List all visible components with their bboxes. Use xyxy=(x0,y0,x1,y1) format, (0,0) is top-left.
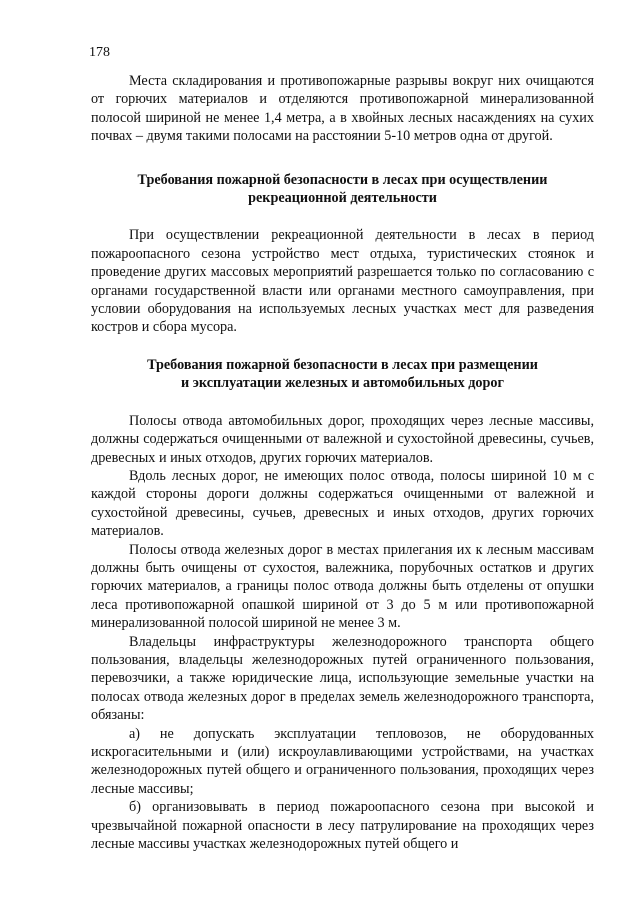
paragraph-railway-strips: Полосы отвода железных дорог в местах прилегания их к лесным массивам должны быть очищены от сухостоя, валежника, порубочных остатков и других горючих материалов, а границы полос отвода должны быть отделены от опушки леса противопожарной опашкой шириной от 3 до 5 м или противопожарной минерализованной полосой шириной не менее 3 м. xyxy=(91,541,594,632)
heading-recreational-activity xyxy=(91,171,594,208)
paragraph-recreation: При осуществлении рекреационной деятельности в лесах в период пожароопасного сезона устройство мест отдыха, туристических стоянок и проведение других массовых мероприятий разрешается только по согласованию с органами государственной власти или органами местного самоуправления, при условии оборудования на используемых лесных участках мест для разведения костров и сбора мусора. xyxy=(91,227,594,336)
heading-line: и эксплуатации железных и автомобильных дорог xyxy=(181,375,504,392)
page-content xyxy=(91,72,594,853)
heading-railways-roads xyxy=(91,356,594,393)
heading-line: Требования пожарной безопасности в лесах при размещении xyxy=(147,356,538,373)
paragraph-storage-places: Места складирования и противопожарные разрывы вокруг них очищаются от горючих материалов и отделяются противопожарной минерализованной полосой шириной не менее 1,4 метра, а в хвойных лесных насаждениях на сухих почвах – двумя такими полосами на расстоянии 5-10 метров одна от другой. xyxy=(91,73,594,145)
paragraph-item-b: б) организовывать в период пожароопасного сезона при высокой и чрезвычайной пожарной опасности в лесу патрулирование на проходящих через лесные массивы участках железнодорожных путей общего и xyxy=(91,799,594,853)
page-number: 178 xyxy=(89,45,110,60)
heading-line: рекреационной деятельности xyxy=(248,190,437,207)
heading-line: Требования пожарной безопасности в лесах при осуществлении xyxy=(137,171,548,188)
paragraph-forest-roads: Вдоль лесных дорог, не имеющих полос отвода, полосы шириной 10 м с каждой стороны дороги должны содержаться очищенными от валежной и сухостойной древесины, сучьев, древесных и иных отходов, других горючих материалов. xyxy=(91,467,594,540)
paragraph-railway-owners: Владельцы инфраструктуры железнодорожного транспорта общего пользования, владельцы железнодорожных путей ограниченного пользования, перевозчики, а также юридические лица, использующие земельные участки на полосах отвода железных дорог в пределах земель железнодорожного транспорта, обязаны: xyxy=(91,633,594,724)
paragraph-road-strips: Полосы отвода автомобильных дорог, проходящих через лесные массивы, должны содержаться очищенными от валежной и сухостойной древесины, сучьев, древесных и иных отходов, других горючих материалов. xyxy=(91,412,594,466)
paragraph-item-a: а) не допускать эксплуатации тепловозов, не оборудованных искрогасительными и (или) искроулавливающими устройствами, на участках железнодорожных путей общего и ограниченного пользования, проходящих через лесные массивы; xyxy=(91,725,594,797)
